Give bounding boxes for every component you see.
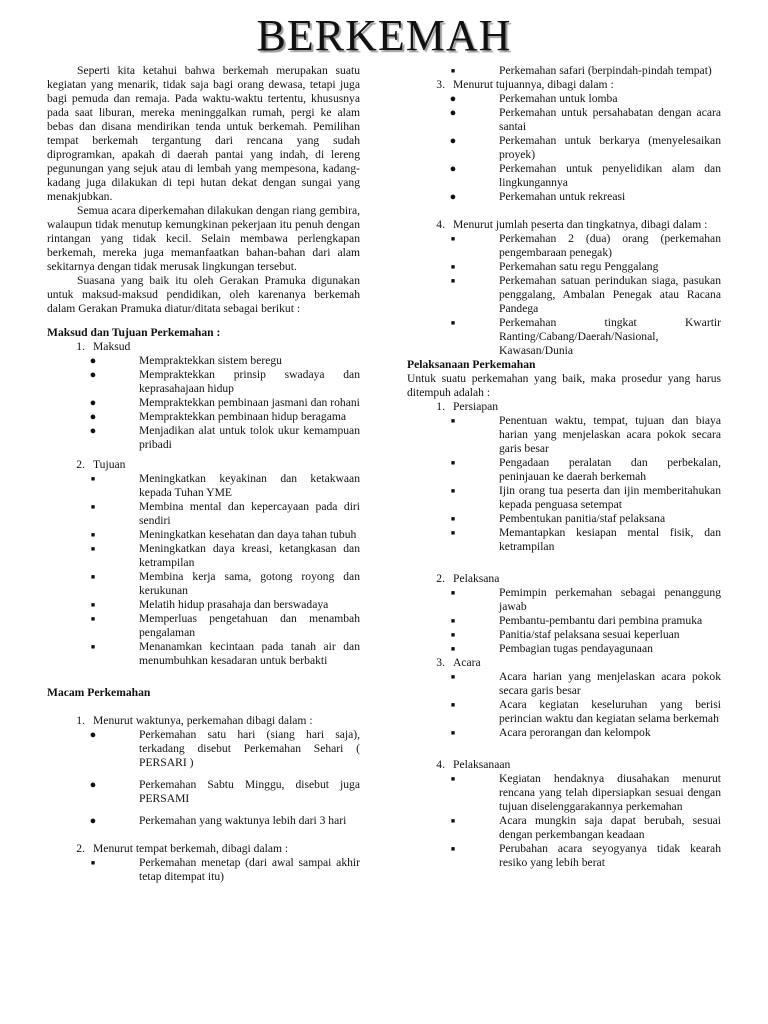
list-item: ■ Perkemahan satuan perindukan siaga, pasukan penggalang, Ambalan Penegak atau Racana Pandega	[407, 274, 721, 316]
tujuan-list	[47, 472, 360, 668]
square-bullet-icon: ■	[450, 729, 456, 737]
square-bullet-icon: ■	[90, 573, 96, 581]
list-item: ■ Pembantu-pembantu dari pembina pramuka	[407, 614, 721, 628]
list-item: ■ Membina mental dan kepercayaan pada diri sendiri	[47, 500, 360, 528]
list-item: ● Mempraktekkan prinsip swadaya dan keprasahajaan hidup	[47, 368, 360, 396]
list-item: ■ Meningkatkan keyakinan dan ketakwaan kepada Tuhan YME	[47, 472, 360, 500]
tempat-list	[47, 856, 360, 884]
pelaksanaan-list	[407, 772, 721, 870]
list-item: ● Perkemahan untuk penyelidikan alam dan lingkungannya	[407, 162, 721, 190]
bullet-icon: ●	[449, 163, 457, 175]
square-bullet-icon: ■	[90, 503, 96, 511]
list-item-persiapan: 1. Persiapan	[436, 400, 499, 413]
bullet-icon: ●	[89, 411, 97, 423]
list-item: ■ Perkemahan 2 (dua) orang (perkemahan pengembaraan penegak)	[407, 232, 721, 260]
bullet-icon: ●	[89, 815, 97, 827]
bullet-icon: ●	[89, 425, 97, 437]
square-bullet-icon: ■	[450, 515, 456, 523]
square-bullet-icon: ■	[450, 617, 456, 625]
square-bullet-icon: ■	[90, 531, 96, 539]
list-item: ● Menjadikan alat untuk tolok ukur kemampuan pribadi	[47, 424, 360, 452]
list-item: ■ Pembentukan panitia/staf pelaksana	[407, 512, 721, 526]
square-bullet-icon: ■	[90, 859, 96, 867]
list-item: ■ Perkemahan menetap (dari awal sampai akhir tetap ditempat itu)	[47, 856, 360, 884]
intro-paragraph-3: Suasana yang baik itu oleh Gerakan Pramuka digunakan untuk maksud-maksud pendidikan, oleh karenanya berkemah dalam Gerakan Pramuka diatur/ditata sebagai berikut :	[47, 274, 360, 315]
list-item-acara: 3. Acara	[436, 656, 481, 669]
bullet-icon: ●	[89, 729, 97, 741]
list-item: ● Perkemahan Sabtu Minggu, disebut juga PERSAMI	[47, 778, 360, 806]
list-item: ● Perkemahan satu hari (siang hari saja), terkadang disebut Perkemahan Sehari ( PERSARI )	[47, 728, 360, 770]
square-bullet-icon: ■	[450, 235, 456, 243]
list-item: ■ Menanamkan kecintaan pada tanah air dan menumbuhkan kesadaran untuk berbakti	[47, 640, 360, 668]
square-bullet-icon: ■	[450, 645, 456, 653]
square-bullet-icon: ■	[450, 319, 456, 327]
list-item: ● Perkemahan untuk persahabatan dengan acara santai	[407, 106, 721, 134]
persiapan-list	[407, 414, 721, 554]
pelaksanaan-intro: Untuk suatu perkemahan yang baik, maka prosedur yang harus ditempuh adalah :	[407, 372, 721, 399]
bullet-icon: ●	[449, 107, 457, 119]
list-item: ● Mempraktekkan pembinaan hidup beragama	[47, 410, 360, 424]
intro-paragraph-1: Seperti kita ketahui bahwa berkemah merupakan suatu kegiatan yang menarik, tidak saja bagi orang dewasa, tetapi juga bagi pemuda dan remaja. Pada waktu-waktu tertentu, khususnya pada saat liburan, mereka meninggalkan rumah, pergi ke alam bebas dan disana mendirikan tenda untuk berkemah. Pemilihan tempat berkemah tergantung dari rencana yang sudah diprogramkan, apakah di daerah pantai yang indah, di lereng pegunungan yang sejuk atau di lembah yang mempesona, kadang-kadang juga dilakukan di tepi hutan dekat dengan sungai yang menakjubkan.	[47, 64, 360, 203]
square-bullet-icon: ■	[90, 601, 96, 609]
square-bullet-icon: ■	[450, 631, 456, 639]
list-item-tujuan: 2. Tujuan	[76, 458, 126, 471]
pelaksana-list	[407, 586, 721, 656]
list-item: ■ Pembagian tugas pendayagunaan	[407, 642, 721, 656]
tujuannya-list	[407, 92, 721, 204]
list-item: ■ Perubahan acara seyogyanya tidak kearah resiko yang lebih berat	[407, 842, 721, 870]
square-bullet-icon: ■	[450, 529, 456, 537]
list-item: ■ Kegiatan hendaknya diusahakan menurut rencana yang telah dipersiapkan sesuai dengan tujuan diselenggarakannya perkemahan	[407, 772, 721, 814]
list-item: ■ Penentuan waktu, tempat, tujuan dan biaya harian yang menjelaskan acara pokok secara garis besar	[407, 414, 721, 456]
list-item: ■ Pemimpin perkemahan sebagai penanggung jawab	[407, 586, 721, 614]
list-item: ■ Melatih hidup prasahaja dan berswadaya	[47, 598, 360, 612]
bullet-icon: ●	[89, 355, 97, 367]
square-bullet-icon: ■	[450, 67, 456, 75]
list-item: ■ Acara kegiatan keseluruhan yang berisi perincian waktu dan kegiatan selama berkemah	[407, 698, 721, 726]
list-item: ■ Acara harian yang menjelaskan acara pokok secara garis besar	[407, 670, 721, 698]
pelaksanaan-heading: Pelaksanaan Perkemahan	[407, 358, 536, 371]
list-item: ■ Perkemahan satu regu Penggalang	[407, 260, 721, 274]
square-bullet-icon: ■	[90, 615, 96, 623]
square-bullet-icon: ■	[450, 263, 456, 271]
square-bullet-icon: ■	[90, 475, 96, 483]
list-item: ● Mempraktekkan pembinaan jasmani dan rohani	[47, 396, 360, 410]
list-item: ● Perkemahan untuk berkarya (menyelesaikan proyek)	[407, 134, 721, 162]
tempat-list-continued	[407, 64, 721, 78]
bullet-icon: ●	[449, 93, 457, 105]
intro-paragraph-2: Semua acara diperkemahan dilakukan dengan riang gembira, walaupun tidak menutup kemungkinan pekerjaan itu penuh dengan rintangan yang tidak kecil. Selain membawa perlengkapan berkemah, mereka juga memanfaatkan bahan-bahan dari alam sekitarnya dengan tidak merusak lingkungan tersebut.	[47, 204, 360, 273]
bullet-icon: ●	[89, 397, 97, 409]
maksud-heading: Maksud dan Tujuan Perkemahan :	[47, 326, 221, 339]
left-column	[47, 64, 360, 884]
list-item-waktu: 1. Menurut waktunya, perkemahan dibagi dalam :	[76, 714, 313, 727]
list-item: ■ Acara perorangan dan kelompok	[407, 726, 721, 740]
square-bullet-icon: ■	[450, 277, 456, 285]
square-bullet-icon: ■	[450, 817, 456, 825]
square-bullet-icon: ■	[450, 845, 456, 853]
square-bullet-icon: ■	[90, 545, 96, 553]
bullet-icon: ●	[449, 135, 457, 147]
list-item: ■ Meningkatkan daya kreasi, ketangkasan dan ketrampilan	[47, 542, 360, 570]
list-item: ■ Membina kerja sama, gotong royong dan kerukunan	[47, 570, 360, 598]
square-bullet-icon: ■	[90, 643, 96, 651]
list-item-maksud: 1. Maksud	[76, 340, 131, 353]
bullet-icon: ●	[449, 191, 457, 203]
list-item-tujuannya: 3. Menurut tujuannya, dibagi dalam :	[436, 78, 614, 91]
macam-heading: Macam Perkemahan	[47, 686, 151, 699]
list-item: ● Mempraktekkan sistem beregu	[47, 354, 360, 368]
waktu-list	[47, 728, 360, 828]
square-bullet-icon: ■	[450, 701, 456, 709]
bullet-icon: ●	[89, 369, 97, 381]
jumlah-list	[407, 232, 721, 358]
list-item: ■ Perkemahan tingkat Kwartir Ranting/Cabang/Daerah/Nasional, Kawasan/Dunia	[407, 316, 721, 358]
list-item-pelaksana: 2. Pelaksana	[436, 572, 500, 585]
list-item-jumlah: 4. Menurut jumlah peserta dan tingkatnya, dibagi dalam :	[436, 218, 708, 231]
list-item: ■ Pengadaan peralatan dan perbekalan, peninjauan ke daerah berkemah	[407, 456, 721, 484]
square-bullet-icon: ■	[450, 459, 456, 467]
list-item: ■ Memperluas pengetahuan dan menambah pengalaman	[47, 612, 360, 640]
list-item-pelaksanaan: 4. Pelaksanaan	[436, 758, 511, 771]
list-item: ■ Ijin orang tua peserta dan ijin memberitahukan kepada penguasa setempat	[407, 484, 721, 512]
list-item: ● Perkemahan yang waktunya lebih dari 3 hari	[47, 814, 360, 828]
list-item: ● Perkemahan untuk rekreasi	[407, 190, 721, 204]
square-bullet-icon: ■	[450, 487, 456, 495]
list-item: ■ Acara mungkin saja dapat berubah, sesuai dengan perkembangan keadaan	[407, 814, 721, 842]
list-item: ■ Panitia/staf pelaksana sesuai keperluan	[407, 628, 721, 642]
list-item: ■ Perkemahan safari (berpindah-pindah tempat)	[407, 64, 721, 78]
page-title: BERKEMAH	[256, 11, 512, 60]
list-item: ● Perkemahan untuk lomba	[407, 92, 721, 106]
list-item-tempat: 2. Menurut tempat berkemah, dibagi dalam :	[76, 842, 289, 855]
square-bullet-icon: ■	[450, 673, 456, 681]
square-bullet-icon: ■	[450, 417, 456, 425]
right-column	[407, 64, 721, 870]
square-bullet-icon: ■	[450, 589, 456, 597]
list-item: ■ Memantapkan kesiapan mental fisik, dan ketrampilan	[407, 526, 721, 554]
acara-list	[407, 670, 721, 740]
square-bullet-icon: ■	[450, 775, 456, 783]
bullet-icon: ●	[89, 779, 97, 791]
list-item: ■ Meningkatkan kesehatan dan daya tahan tubuh	[47, 528, 360, 542]
maksud-list	[47, 354, 360, 452]
